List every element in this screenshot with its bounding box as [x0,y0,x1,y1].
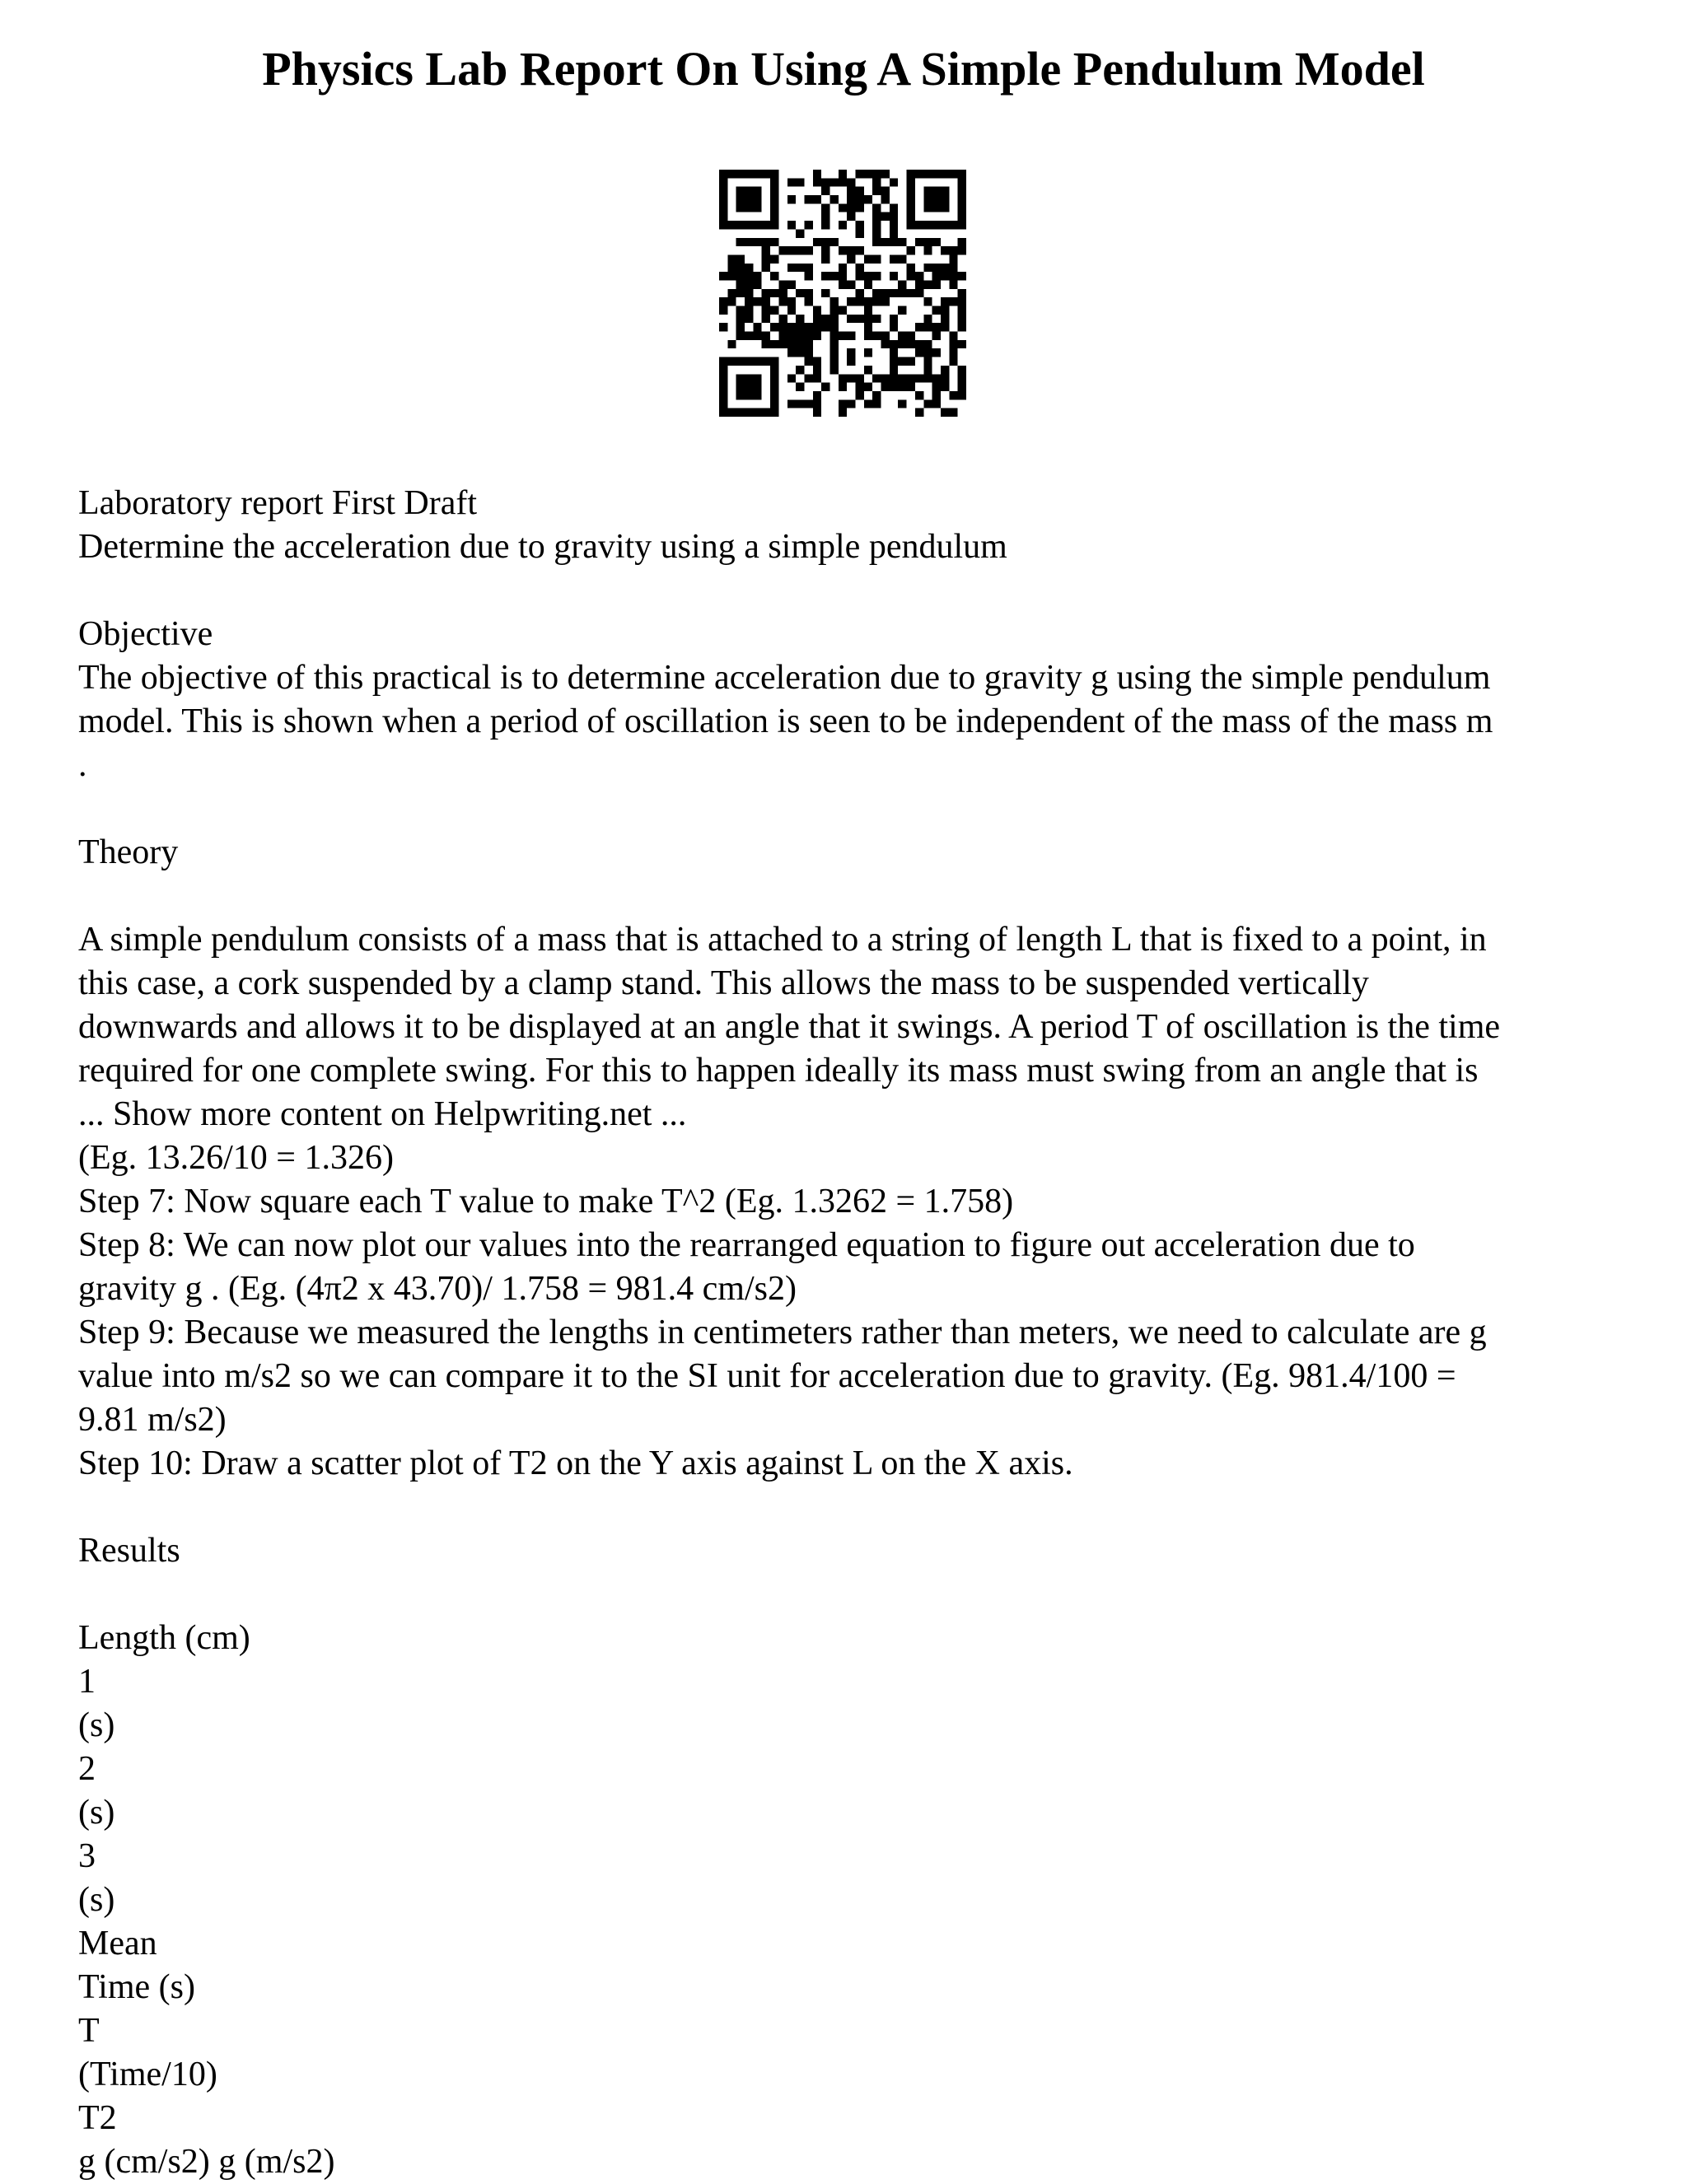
results-line: Length (cm) [78,1619,250,1657]
spacer [78,875,1635,918]
step-8-cont: gravity g . (Eg. (4π2 x 43.70)/ 1.758 = 981.4 cm/s2) [78,1270,797,1308]
results-line: T2 [78,2099,117,2137]
results-heading: Results [78,1532,180,1570]
results-line: (s) [78,1881,115,1919]
step-10: Step 10: Draw a scatter plot of T2 on the Y axis against L on the X axis. [78,1444,1073,1482]
results-line: (s) [78,1794,115,1832]
theory-line: (Eg. 13.26/10 = 1.326) [78,1139,394,1177]
step-8: Step 8: We can now plot our values into the rearranged equation to figure out acceleration due to [78,1226,1415,1264]
step-9-cont: value into m/s2 so we can compare it to the SI unit for acceleration due to gravity. (Eg. 981.4/100 = [78,1357,1456,1395]
theory-line: this case, a cork suspended by a clamp stand. This allows the mass to be suspended vertically [78,964,1369,1002]
objective-heading: Objective [78,615,213,653]
results-line: T [78,2012,100,2050]
objective-line: The objective of this practical is to determine acceleration due to gravity g using the simple pendulum [78,659,1491,697]
results-line: (Time/10) [78,2056,217,2093]
results-line: 1 [78,1663,96,1701]
spacer [78,787,1635,831]
results-line: Mean [78,1925,157,1962]
results-line: (s) [78,1706,115,1744]
step-7: Step 7: Now square each T value to make T^2 (Eg. 1.3262 = 1.758) [78,1183,1014,1220]
results-line: 3 [78,1837,96,1875]
objective-line: . [78,746,87,784]
results-line: g (cm/s2) g (m/s2) [78,2143,335,2181]
show-more-link[interactable]: ... Show more content on Helpwriting.net ... [78,1095,687,1133]
step-9-cont: 9.81 m/s2) [78,1401,227,1439]
spacer [78,569,1635,613]
results-line: Time (s) [78,1968,195,2006]
qr-code-icon [719,170,966,417]
results-line: 2 [78,1750,96,1788]
intro-line-2: Determine the acceleration due to gravity using a simple pendulum [78,528,1007,566]
intro-line-1: Laboratory report First Draft [78,484,478,522]
objective-line: model. This is shown when a period of oscillation is seen to be independent of the mass of the mass m [78,702,1493,740]
theory-line: required for one complete swing. For this to happen ideally its mass must swing from an angle that is [78,1052,1479,1090]
theory-heading: Theory [78,833,179,871]
spacer [78,1573,1635,1617]
theory-line: A simple pendulum consists of a mass that is attached to a string of length L that is fixed to a point, in [78,921,1487,959]
step-9: Step 9: Because we measured the lengths in centimeters rather than meters, we need to calculate are g [78,1314,1487,1351]
page-title: Physics Lab Report On Using A Simple Pendulum Model [262,42,1425,96]
document-body [78,482,1635,2184]
theory-line: downwards and allows it to be displayed at an angle that it swings. A period T of oscillation is the time [78,1008,1501,1046]
spacer [78,1486,1635,1529]
